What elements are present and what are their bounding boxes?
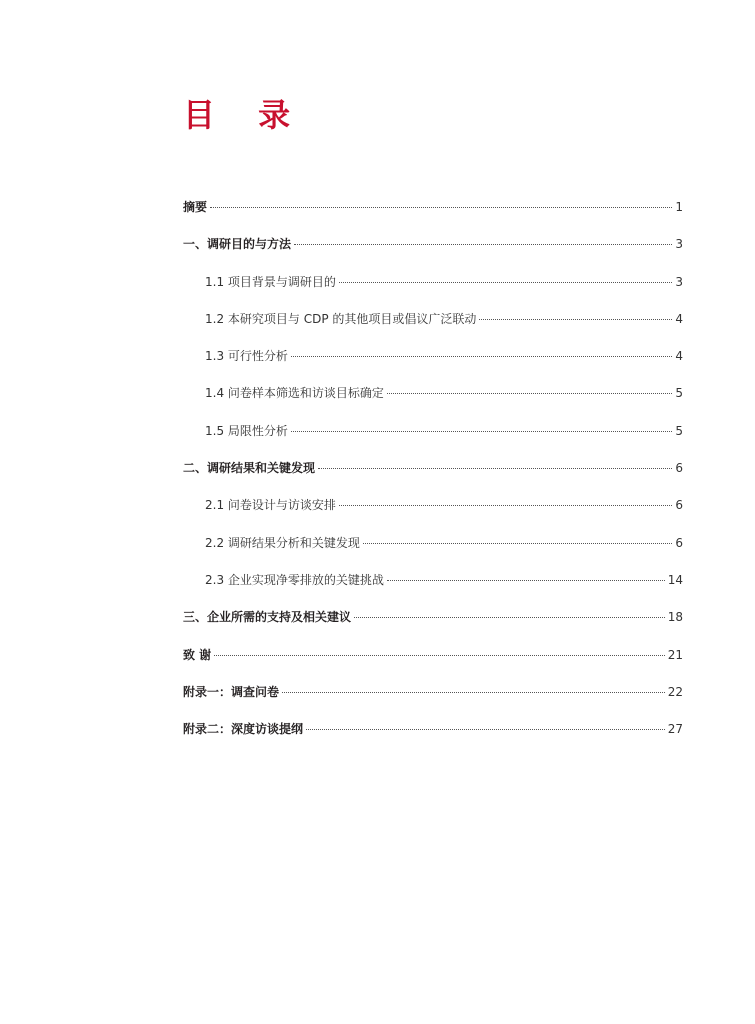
toc-page-number: 6 — [675, 498, 683, 513]
toc-entry-label: 2.3 企业实现净零排放的关键挑战 — [205, 572, 384, 587]
table-of-contents — [183, 193, 683, 752]
toc-dot-leader — [214, 655, 665, 656]
toc-entry-label: 二、调研结果和关键发现 — [183, 461, 316, 476]
toc-entry-label: 摘要 — [183, 200, 208, 214]
toc-page-number: 22 — [667, 684, 683, 699]
toc-dot-leader — [294, 244, 672, 245]
toc-page-number: 6 — [675, 535, 683, 550]
toc-subsection-entry[interactable] — [183, 491, 683, 528]
toc-page-number: 3 — [675, 274, 683, 289]
toc-dot-leader — [354, 617, 665, 618]
toc-dot-leader — [318, 468, 672, 469]
toc-section-entry[interactable] — [183, 715, 683, 752]
toc-section-entry[interactable] — [183, 641, 683, 678]
toc-section-entry[interactable] — [183, 678, 683, 715]
toc-page-number: 1 — [675, 200, 683, 214]
toc-subsection-entry[interactable] — [183, 342, 683, 379]
toc-subsection-entry[interactable] — [183, 305, 683, 342]
toc-dot-leader — [339, 282, 672, 283]
toc-entry-label: 三、企业所需的支持及相关建议 — [183, 610, 352, 625]
toc-dot-leader — [387, 393, 672, 394]
toc-section-entry[interactable] — [183, 603, 683, 640]
toc-page-number: 3 — [675, 237, 683, 252]
toc-section-entry[interactable] — [183, 230, 683, 267]
toc-entry-label: 2.2 调研结果分析和关键发现 — [205, 535, 360, 550]
toc-entry-label: 1.1 项目背景与调研目的 — [205, 274, 336, 289]
page-title: 目 录 — [183, 96, 307, 134]
toc-section-entry[interactable] — [183, 454, 683, 491]
toc-entry-label: 1.5 局限性分析 — [205, 423, 288, 438]
toc-entry-label: 附录二：深度访谈提纲 — [183, 722, 304, 737]
toc-subsection-entry[interactable] — [183, 268, 683, 305]
toc-entry-label: 1.4 问卷样本筛选和访谈目标确定 — [205, 386, 384, 401]
toc-entry-label: 附录一：调查问卷 — [183, 684, 280, 699]
toc-page-number: 18 — [667, 610, 683, 625]
toc-entry-label: 2.1 问卷设计与访谈安排 — [205, 498, 336, 513]
toc-subsection-entry[interactable] — [183, 417, 683, 454]
toc-entry-label: 1.2 本研究项目与 CDP 的其他项目或倡议广泛联动 — [205, 311, 477, 326]
toc-dot-leader — [291, 431, 672, 432]
toc-subsection-entry[interactable] — [183, 529, 683, 566]
toc-page-number: 27 — [667, 722, 683, 737]
toc-page-number: 6 — [675, 461, 683, 476]
toc-dot-leader — [387, 580, 665, 581]
toc-dot-leader — [339, 505, 672, 506]
toc-dot-leader — [210, 207, 672, 208]
toc-dot-leader — [479, 319, 672, 320]
toc-page-number: 5 — [675, 386, 683, 401]
toc-subsection-entry[interactable] — [183, 566, 683, 603]
toc-subsection-entry[interactable] — [183, 379, 683, 416]
toc-entry-label: 一、调研目的与方法 — [183, 237, 292, 252]
toc-page-number: 21 — [667, 647, 683, 662]
toc-dot-leader — [282, 692, 665, 693]
toc-page-number: 4 — [675, 349, 683, 364]
toc-dot-leader — [363, 543, 672, 544]
toc-dot-leader — [306, 729, 665, 730]
toc-page-number: 14 — [667, 572, 683, 587]
toc-entry-label: 1.3 可行性分析 — [205, 349, 288, 364]
toc-dot-leader — [291, 356, 672, 357]
toc-section-entry[interactable] — [183, 193, 683, 230]
toc-page-number: 4 — [675, 311, 683, 326]
toc-page-number: 5 — [675, 423, 683, 438]
toc-entry-label: 致 谢 — [183, 647, 212, 662]
